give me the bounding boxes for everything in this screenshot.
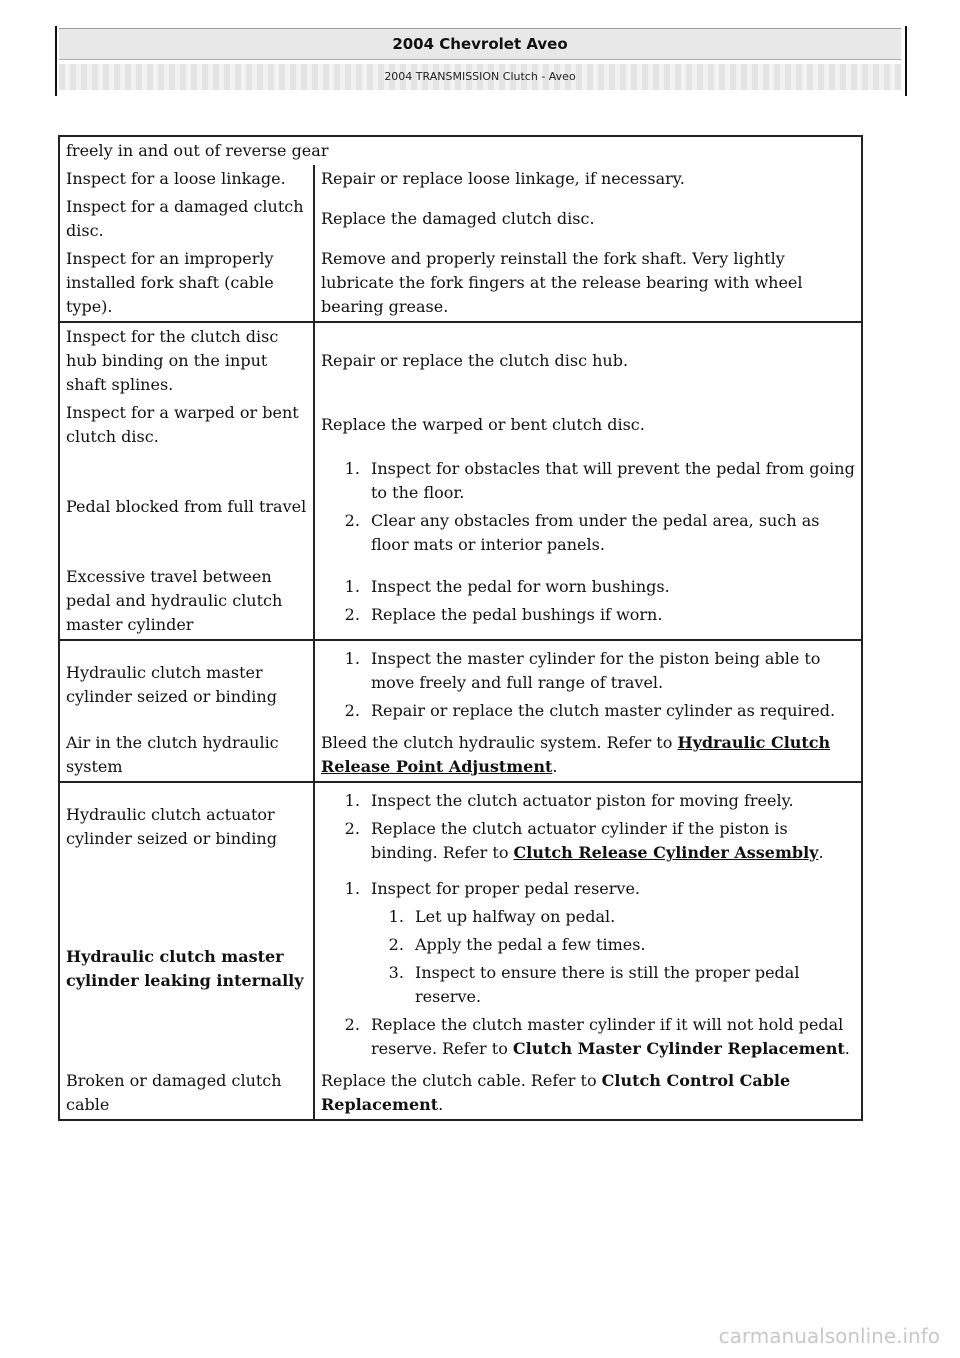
action-cell <box>314 782 862 871</box>
clutch-release-cylinder-link[interactable]: Clutch Release Cylinder Assembly <box>513 843 819 862</box>
header-left-rule <box>55 26 57 96</box>
action-cell: Remove and properly reinstall the fork shaft. Very lightly lubricate the fork fingers at the release bearing with wheel bearing grease. <box>314 245 862 322</box>
hydraulic-release-point-link[interactable]: Hydraulic Clutch Release Point Adjustment <box>321 733 831 776</box>
cause-cell: Pedal blocked from full travel <box>59 451 314 563</box>
step-list <box>321 457 855 557</box>
table-row <box>59 451 862 563</box>
list-item: 3. Inspect to ensure there is still the proper pedal reserve. <box>409 961 855 1009</box>
cause-cell: freely in and out of reverse gear <box>59 136 862 165</box>
check-cell: Inspect for a damaged clutch disc. <box>59 193 314 245</box>
cause-cell: Air in the clutch hydraulic system <box>59 729 314 782</box>
check-cell: Inspect for an improperly installed fork shaft (cable type). <box>59 245 314 322</box>
list-item: 2. Repair or replace the clutch master cylinder as required. <box>365 699 855 723</box>
step-end: . <box>844 1039 850 1058</box>
clutch-master-cylinder-link[interactable]: Clutch Master Cylinder Replacement <box>512 1039 845 1058</box>
table-row <box>59 640 862 729</box>
cause-cell: Broken or damaged clutch cable <box>59 1067 314 1120</box>
step-list <box>321 575 855 627</box>
check-cell: Inspect for a warped or bent clutch disc. <box>59 399 314 451</box>
table-row <box>59 563 862 640</box>
table-row <box>59 871 862 1067</box>
action-cell <box>314 871 862 1067</box>
step-text: Inspect for proper pedal reserve. <box>371 879 641 898</box>
step-text: Replace the clutch master cylinder if it will not hold pedal reserve. Refer to <box>371 1015 844 1058</box>
watermark: carmanualsonline.info <box>718 1324 940 1348</box>
list-item: 2. Clear any obstacles from under the pedal area, such as floor mats or interior panels. <box>365 509 855 557</box>
check-cell: Inspect for a loose linkage. <box>59 165 314 193</box>
action-cell <box>314 729 862 782</box>
action-cell <box>314 451 862 563</box>
action-cell <box>314 640 862 729</box>
table-row <box>59 729 862 782</box>
table-row <box>59 245 862 322</box>
action-cell: Repair or replace loose linkage, if necessary. <box>314 165 862 193</box>
action-text: Replace the clutch cable. Refer to <box>321 1071 602 1090</box>
step-list <box>321 789 855 865</box>
list-item: 1. Inspect the pedal for worn bushings. <box>365 575 855 599</box>
action-end: . <box>552 757 558 776</box>
document-title: 2004 Chevrolet Aveo <box>59 28 901 60</box>
cause-cell: Hydraulic clutch master cylinder seized or binding <box>59 640 314 729</box>
table-row <box>59 165 862 193</box>
action-cell <box>314 563 862 640</box>
table-row <box>59 1067 862 1120</box>
header-right-rule <box>905 26 907 96</box>
cause-cell: Hydraulic clutch actuator cylinder seized or binding <box>59 782 314 871</box>
table-row <box>59 193 862 245</box>
cause-cell: Hydraulic clutch master cylinder leaking internally <box>59 871 314 1067</box>
page-header <box>55 26 907 96</box>
list-item <box>365 1013 855 1061</box>
list-item: 2. Apply the pedal a few times. <box>409 933 855 957</box>
list-item: 1. Inspect the master cylinder for the piston being able to move freely and full range of travel. <box>365 647 855 695</box>
clutch-control-cable-link[interactable]: Clutch Control Cable Replacement <box>321 1071 791 1114</box>
list-item <box>365 877 855 1009</box>
table-row <box>59 322 862 399</box>
table-row <box>59 136 862 165</box>
list-item: 1. Inspect for obstacles that will prevent the pedal from going to the floor. <box>365 457 855 505</box>
list-item: 1. Let up halfway on pedal. <box>409 905 855 929</box>
check-cell: Inspect for the clutch disc hub binding on the input shaft splines. <box>59 322 314 399</box>
table-row <box>59 782 862 871</box>
cause-cell: Excessive travel between pedal and hydraulic clutch master cylinder <box>59 563 314 640</box>
action-end: . <box>438 1095 444 1114</box>
document-subtitle: 2004 TRANSMISSION Clutch - Aveo <box>59 64 901 90</box>
step-text: Replace the clutch actuator cylinder if the piston is binding. Refer to <box>371 819 788 862</box>
sub-step-list <box>371 905 855 1009</box>
action-cell <box>314 1067 862 1120</box>
action-cell: Replace the warped or bent clutch disc. <box>314 399 862 451</box>
action-text: Bleed the clutch hydraulic system. Refer to <box>321 733 678 752</box>
list-item: 2. Replace the pedal bushings if worn. <box>365 603 855 627</box>
step-list <box>321 877 855 1061</box>
diagnosis-table <box>58 135 863 1121</box>
list-item <box>365 817 855 865</box>
step-end: . <box>818 843 824 862</box>
list-item: 1. Inspect the clutch actuator piston for moving freely. <box>365 789 855 813</box>
action-cell: Replace the damaged clutch disc. <box>314 193 862 245</box>
step-list <box>321 647 855 723</box>
table-row <box>59 399 862 451</box>
action-cell: Repair or replace the clutch disc hub. <box>314 322 862 399</box>
